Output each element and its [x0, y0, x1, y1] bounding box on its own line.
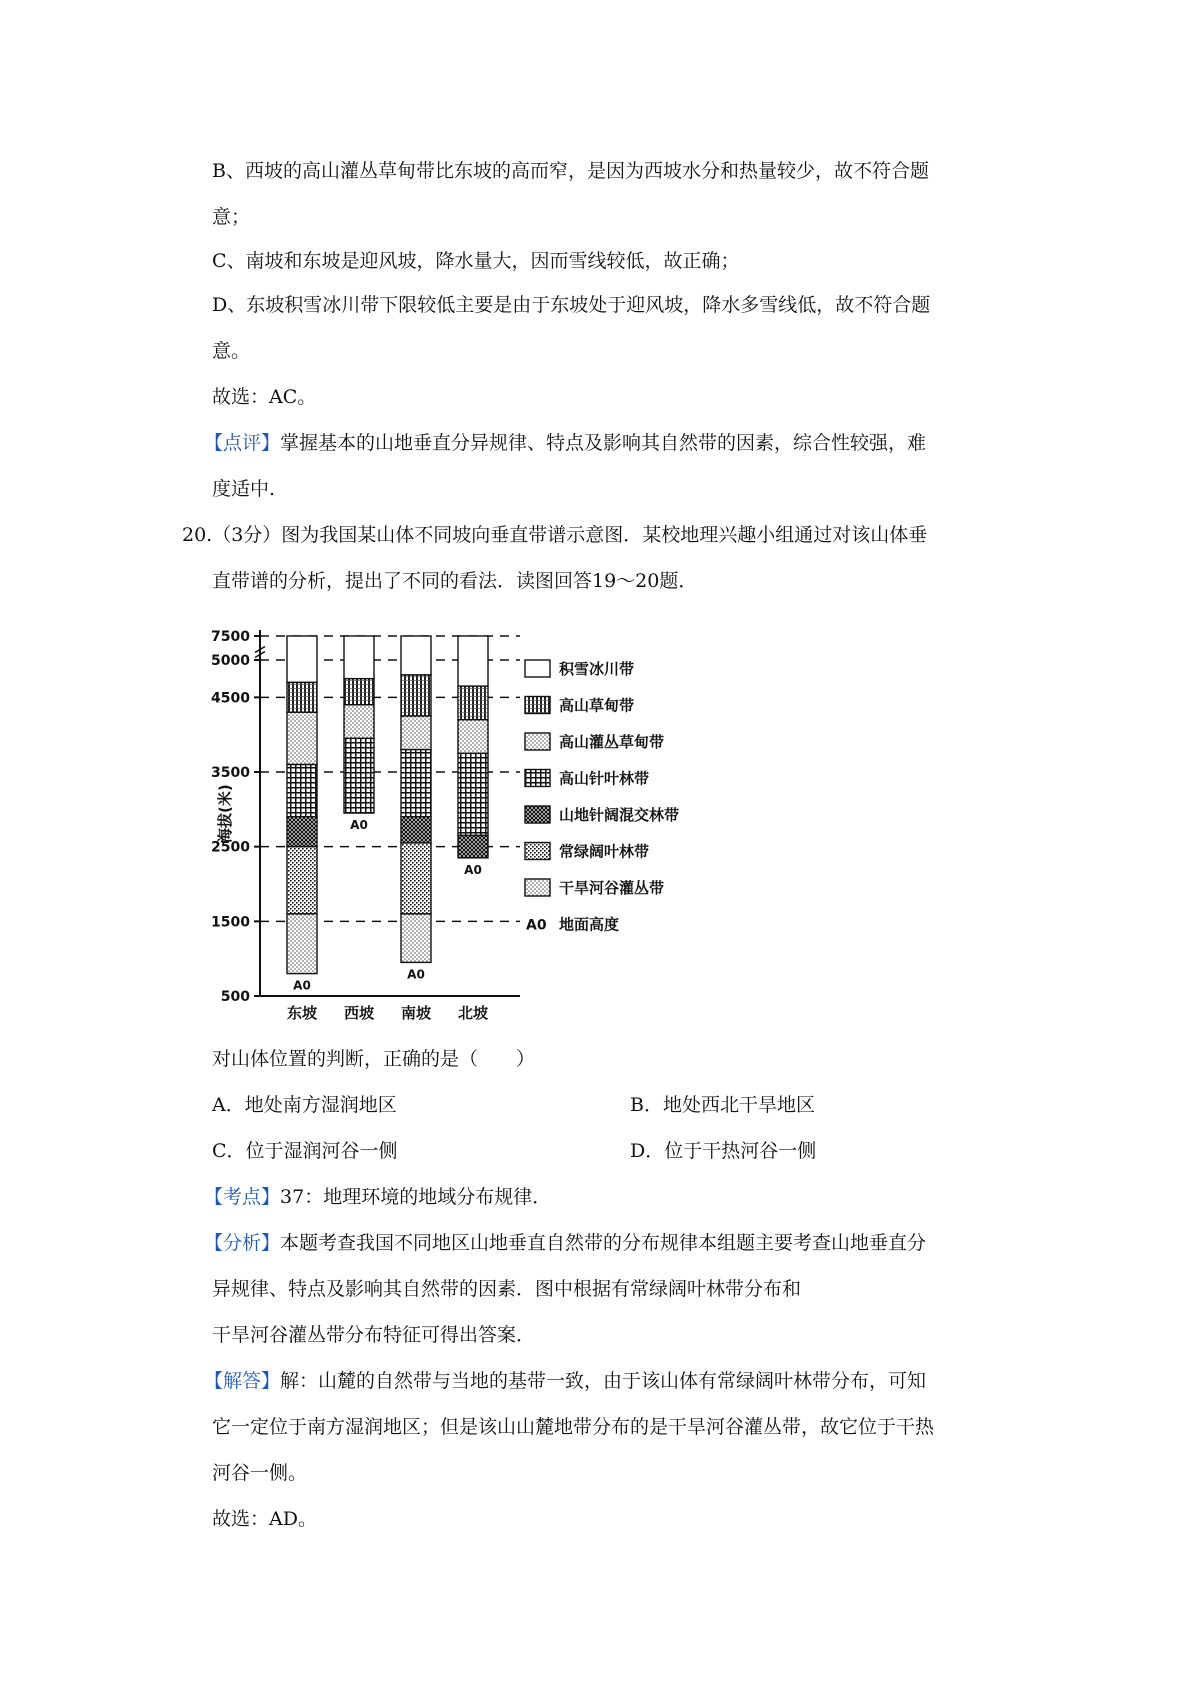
y-tick-label: 1500: [211, 914, 250, 931]
option-b-explanation: B、西坡的高山灌丛草甸带比东坡的高而窄，是因为西坡水分和热量较少，故不符合题: [212, 160, 929, 182]
zone-bar-segment: [344, 738, 374, 813]
zone-bar-segment: [401, 716, 431, 750]
answer-line: 故选：AC。: [212, 386, 317, 408]
zone-bar-segment: [458, 835, 488, 857]
legend-swatch: [525, 806, 550, 823]
zone-bar-segment: [458, 686, 488, 720]
zone-bar-segment: [401, 675, 431, 716]
zone-bar-segment: [287, 914, 317, 974]
chart-svg: [211, 622, 790, 1042]
legend-label: 积雪冰川带: [559, 660, 635, 678]
jieda-line-cont2: 河谷一侧。: [212, 1462, 308, 1484]
zone-bar-segment: [401, 843, 431, 914]
zone-bar-segment: [458, 720, 488, 754]
zone-bar-segment: [287, 765, 317, 817]
option-b: B．地处西北干旱地区: [630, 1094, 815, 1116]
legend-label: 高山草甸带: [559, 696, 635, 715]
zone-bar-segment: [401, 817, 431, 843]
zone-bar-segment: [458, 636, 488, 686]
option-d-explanation: D、东坡积雪冰川带下限较低主要是由于东坡处于迎风坡，降水多雪线低，故不符合题: [212, 294, 931, 316]
legend-swatch: [525, 697, 550, 714]
kaodian-text: 37：地理环境的地域分布规律．: [280, 1186, 552, 1208]
y-tick-label: 3500: [211, 765, 250, 781]
legend-ground-code: A0: [526, 917, 547, 934]
fenxi-line: [204, 1230, 926, 1256]
legend-swatch: [525, 770, 550, 787]
zone-bar-segment: [401, 914, 431, 963]
review-line: [204, 430, 926, 456]
fenxi-tag: 【分析】: [204, 1232, 281, 1254]
jieda-line: [204, 1368, 926, 1394]
legend-ground-label: 地面高度: [559, 915, 620, 934]
fenxi-line-cont: 异规律、特点及影响其自然带的因素．图中根据有常绿阔叶林带分布和: [212, 1278, 802, 1300]
category-label: 南坡: [400, 1004, 432, 1022]
y-tick-label: 2500: [211, 839, 250, 856]
option-c: C．位于湿润河谷一侧: [212, 1140, 398, 1162]
review-text: 掌握基本的山地垂直分异规律、特点及影响其自然带的因素，综合性较强，难: [280, 432, 927, 454]
kaodian-line: [204, 1184, 551, 1210]
option-d-explanation-cont: 意。: [212, 340, 251, 362]
zone-bar-segment: [287, 817, 317, 847]
zone-bar-segment: [401, 750, 431, 817]
review-tag: 【点评】: [204, 432, 281, 454]
ground-label: A0: [350, 818, 368, 833]
zone-bar-segment: [401, 636, 431, 675]
legend-label: 山地针阔混交林带: [559, 806, 680, 824]
legend-swatch: [525, 843, 550, 860]
legend-label: 干旱河谷灌丛带: [559, 879, 665, 897]
jieda-line-cont: 它一定位于南方湿润地区；但是该山山麓地带分布的是干旱河谷灌丛带，故它位于干热: [212, 1416, 935, 1438]
y-tick-label: 4500: [211, 690, 250, 707]
legend-swatch: [525, 879, 550, 896]
category-label: 西坡: [343, 1004, 375, 1022]
category-label: 东坡: [286, 1004, 318, 1022]
kaodian-tag: 【考点】: [204, 1186, 281, 1208]
ground-label: A0: [293, 978, 311, 993]
y-axis-label: 海拔(米): [216, 784, 234, 843]
option-b-explanation-cont: 意；: [212, 206, 251, 228]
zone-bar-segment: [287, 847, 317, 914]
option-a: A．地处南方湿润地区: [212, 1094, 397, 1116]
legend-label: 高山灌丛草甸带: [559, 733, 665, 751]
option-d: D．位于干热河谷一侧: [630, 1140, 817, 1162]
question-header: 20.（3分）图为我国某山体不同坡向垂直带谱示意图．某校地理兴趣小组通过对该山体垂: [182, 524, 928, 546]
ground-label: A0: [407, 967, 425, 982]
legend-swatch: [525, 660, 550, 677]
ground-label: A0: [464, 862, 482, 877]
zone-bar-segment: [344, 636, 374, 679]
review-line-cont: 度适中.: [212, 478, 276, 500]
zone-bar-segment: [287, 682, 317, 712]
zone-bar-segment: [344, 679, 374, 705]
category-label: 北坡: [457, 1004, 489, 1022]
zone-bar-segment: [287, 712, 317, 764]
zone-bar-segment: [344, 705, 374, 739]
y-tick-label: 500: [220, 989, 250, 1005]
jieda-text: 解：山麓的自然带与当地的基带一致，由于该山体有常绿阔叶林带分布，可知: [280, 1370, 927, 1392]
zone-bar-segment: [287, 636, 317, 682]
y-tick-label: 5000: [211, 653, 250, 669]
legend-swatch: [525, 733, 550, 750]
zone-bar-segment: [458, 753, 488, 835]
question-header-cont: 直带谱的分析，提出了不同的看法．读图回答19～20题．: [212, 570, 698, 592]
legend-label: 高山针叶林带: [559, 769, 650, 788]
fenxi-line-cont2: 干旱河谷灌丛带分布特征可得出答案．: [212, 1324, 536, 1346]
vertical-zone-chart: [211, 622, 790, 1042]
fenxi-text: 本题考查我国不同地区山地垂直自然带的分布规律本组题主要考查山地垂直分: [280, 1232, 927, 1254]
legend-label: 常绿阔叶林带: [559, 842, 650, 861]
jieda-tag: 【解答】: [204, 1370, 281, 1392]
option-c-explanation: C、南坡和东坡是迎风坡，降水量大，因而雪线较低，故正确；: [212, 250, 740, 272]
final-answer: 故选：AD。: [212, 1508, 317, 1530]
question-prompt: 对山体位置的判断，正确的是（ ）: [212, 1048, 536, 1070]
y-tick-label: 7500: [211, 629, 250, 645]
